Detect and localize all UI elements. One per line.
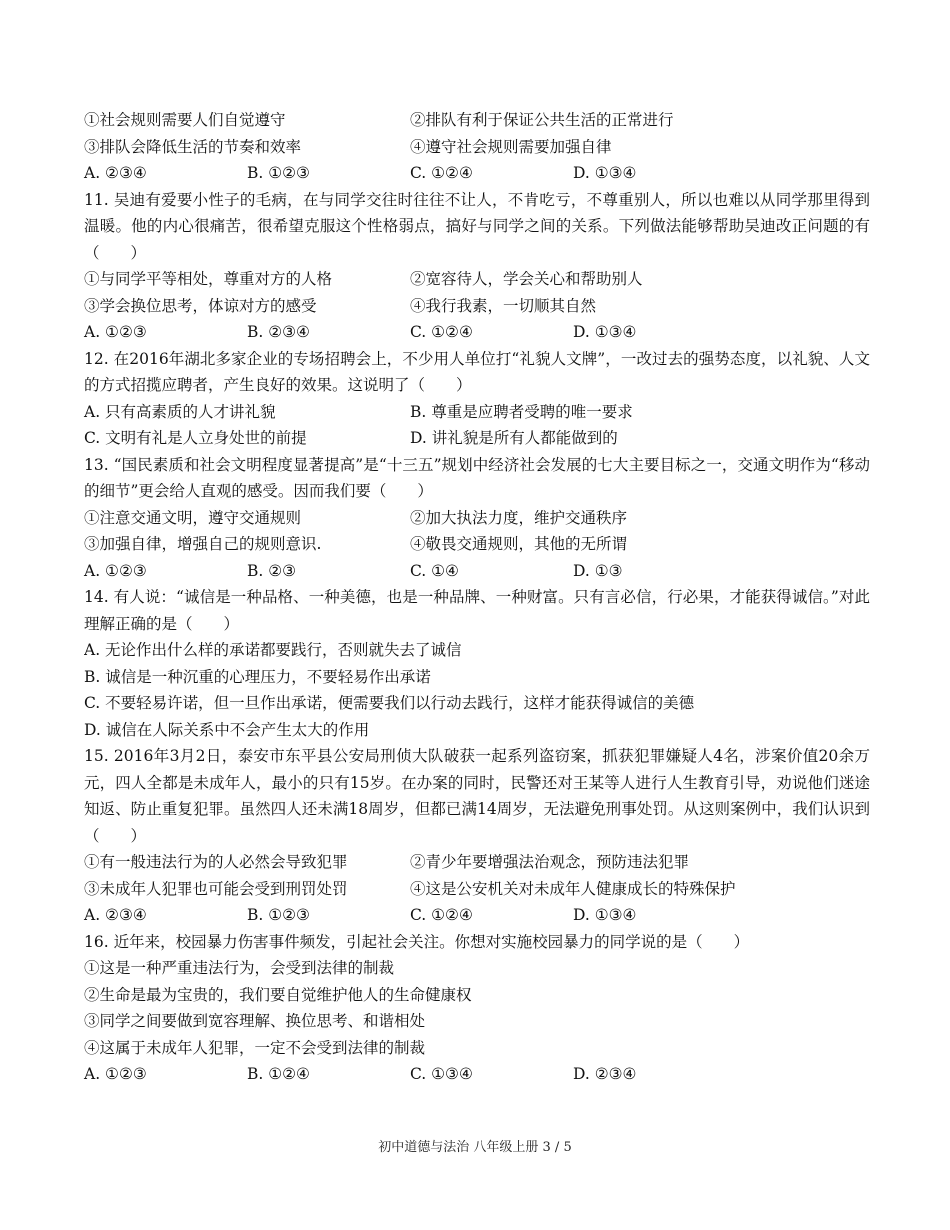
q10-choice-a: A. ②③④ [84,164,147,182]
q16-choice-d: D. ②③④ [573,1065,637,1083]
q13-choice-d: D. ①③ [573,561,623,580]
q14-choice-c: C. 不要轻易许诺，但一旦作出承诺，便需要我们以行动去践行，这样才能获得诚信的美德 [84,694,695,712]
q10-choice-c: C. ①②④ [410,164,473,182]
q11-choice-d: D. ①③④ [573,323,637,341]
q11-choice-c: C. ①②④ [410,323,473,341]
q13-stem: 13. “国民素质和社会文明程度显著提高”是“十三五”规划中经济社会发展的七大主要目标之一，交通文明作为“移动的细节”更会给人直观的感受。因而我们要（ ） [84,455,870,500]
q10-option-3: ③排队会降低生活的节奏和效率 [84,137,302,156]
q14-choice-b: B. 诚信是一种沉重的心理压力，不要轻易作出承诺 [84,667,431,686]
q10-choice-d: D. ①③④ [573,164,637,182]
q15-stem: 15. 2016年3月2日，泰安市东平县公安局刑侦大队破获一起系列盗窃案，抓获犯罪嫌疑人4名，涉案价值20余万元，四人全都是未成年人，最小的只有15岁。在办案的同时，民警还对王某等人进行人生教育引导，劝说他们迷途知返、防止重复犯罪。虽然四人还未满18周岁，但都已满14周岁，无法避免刑事处罚。从这则案例中，我们认识到（ ） [84,747,870,845]
q16-choice-b: B. ①②④ [247,1065,310,1083]
q15-option-2: ②青少年要增强法治观念，预防违法犯罪 [410,853,690,871]
q15-choice-d: D. ①③④ [573,906,637,924]
q13-choice-c: C. ①④ [410,561,459,580]
q15-choice-a: A. ②③④ [84,906,147,924]
document-page [84,107,870,1088]
q15-choice-b: B. ①②③ [247,906,310,924]
q13-option-1: ①注意交通文明，遵守交通规则 [84,508,302,527]
q15-option-4: ④这是公安机关对未成年人健康成长的特殊保护 [410,879,736,898]
q13-choice-b: B. ②③ [247,561,297,580]
q12-choices-row-1 [84,399,870,426]
q15-choice-c: C. ①②④ [410,906,473,924]
q11-option-3: ③学会换位思考，体谅对方的感受 [84,296,317,315]
q11-choice-b: B. ②③④ [247,323,310,341]
q10-option-1: ①社会规则需要人们自觉遵守 [84,111,286,129]
q16-choice-a: A. ①②③ [84,1065,147,1083]
q13-choice-a: A. ①②③ [84,561,147,580]
q11-options-row-1 [84,266,870,293]
q11-choice-a: A. ①②③ [84,323,147,341]
q16-choice-c: C. ①③④ [410,1065,473,1083]
q15-options-row-1 [84,849,870,876]
q10-options-row-1 [84,107,870,134]
q13-option-3: ③加强自律，增强自己的规则意识. [84,535,322,553]
q11-choices [84,319,870,346]
q11-option-1: ①与同学平等相处，尊重对方的人格 [84,270,333,288]
q15-choices [84,902,870,929]
q12-choice-a: A. 只有高素质的人才讲礼貌 [84,402,276,421]
q14-stem: 14. 有人说：“诚信是一种品格、一种美德，也是一种品牌、一种财富。只有言必信，行必果，才能获得诚信。”对此理解正确的是（ ） [84,588,870,633]
q16-option-3: ③同学之间要做到宽容理解、换位思考、和谐相处 [84,1012,426,1030]
q16-option-1: ①这是一种严重违法行为，会受到法律的制裁 [84,959,395,977]
q11-option-2: ②宽容待人，学会关心和帮助别人 [410,270,643,288]
q13-options-row-2 [84,531,870,558]
q10-choice-b: B. ①②③ [247,164,310,182]
q16-option-4: ④这属于未成年人犯罪，一定不会受到法律的制裁 [84,1038,426,1057]
q13-options-row-1 [84,505,870,532]
q11-option-4: ④我行我素，一切顺其自然 [410,296,597,315]
q13-choices [84,558,870,585]
q16-choices [84,1061,870,1088]
q12-choices-row-2 [84,425,870,452]
q13-option-4: ④敬畏交通规则，其他的无所谓 [410,535,628,553]
q12-choice-d: D. 讲礼貌是所有人都能做到的 [410,429,618,447]
q11-stem: 11. 吴迪有爱要小性子的毛病，在与同学交往时往往不让人，不肯吃亏，不尊重别人，所以也难以从同学那里得到温暖。他的内心很痛苦，很希望克服这个性格弱点，搞好与同学之间的关系。下列做法能够帮助吴迪改正问题的有（ ） [84,190,870,262]
q15-options-row-2 [84,876,870,903]
q13-option-2: ②加大执法力度，维护交通秩序 [410,508,628,527]
q11-options-row-2 [84,293,870,320]
q12-choice-b: B. 尊重是应聘者受聘的唯一要求 [410,402,633,421]
page-footer: 初中道德与法治 八年级上册 3 / 5 [378,1140,572,1155]
q12-choice-c: C. 文明有礼是人立身处世的前提 [84,429,307,447]
q10-option-2: ②排队有利于保证公共生活的正常进行 [410,111,674,129]
q10-option-4: ④遵守社会规则需要加强自律 [410,137,612,156]
q14-choice-d: D. 诚信在人际关系中不会产生太大的作用 [84,720,370,739]
q10-options-row-2 [84,134,870,161]
q12-stem: 12. 在2016年湖北多家企业的专场招聘会上，不少用人单位打“礼貌人文牌”，一改过去的强势态度，以礼貌、人文的方式招揽应聘者，产生良好的效果。这说明了（ ） [84,349,870,394]
q14-choice-a: A. 无论作出什么样的承诺都要践行，否则就失去了诚信 [84,641,462,659]
q15-option-1: ①有一般违法行为的人必然会导致犯罪 [84,853,348,871]
q15-option-3: ③未成年人犯罪也可能会受到刑罚处罚 [84,879,348,898]
q16-option-2: ②生命是最为宝贵的，我们要自觉维护他人的生命健康权 [84,985,472,1004]
q10-choices [84,160,870,187]
q16-stem: 16. 近年来，校园暴力伤害事件频发，引起社会关注。你想对实施校园暴力的同学说的是（ ） [84,932,750,951]
